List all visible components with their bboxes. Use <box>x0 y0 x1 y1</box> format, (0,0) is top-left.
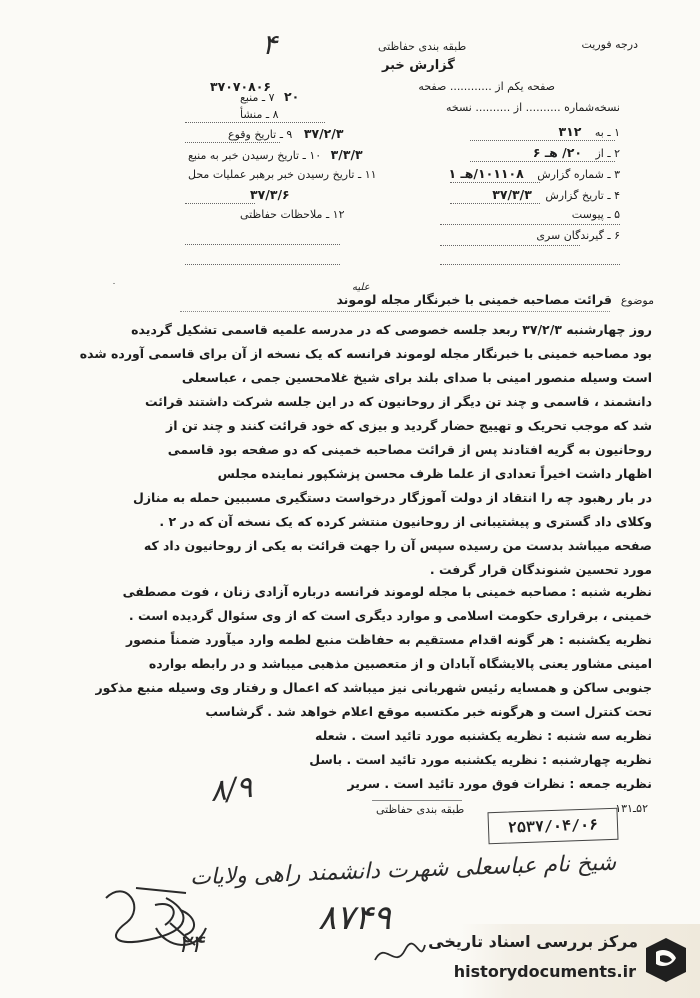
opinion-line: نظریه چهارشنبه : نظریه یکشنبه مورد تائید است . باسل <box>309 752 652 767</box>
body-line: دانشمند ، قاسمی و چند تن دیگر از روحانیون که در این جلسه شرکت داشتند قرائت <box>145 394 652 409</box>
field-value: ۲۰ <box>284 89 300 104</box>
body-line: روز چهارشنبه ۳۷/۲/۳ ربعد جلسه خصوصی که در مدرسه علمیه قاسمی تشکیل گردیده <box>131 322 652 337</box>
field-label: ۶ ـ گیرندگان سری <box>536 229 620 242</box>
opinion-line: خمینی ، برقراری حکومت اسلامی و موارد دیگری است که از وی سئوال گردیده است . <box>128 608 652 623</box>
field-label: ۱۰ ـ تاریخ رسیدن خبر به منبع <box>188 149 322 162</box>
stamp-number: ۲۵۳۷/۰۴/۰۶ <box>507 815 599 837</box>
field-report-number <box>448 166 620 181</box>
body-line: است وسیله منصور امینی با صدای بلند برای شیخ غلامحسین جمی ، عباسعلی <box>181 370 652 385</box>
registration-stamp <box>487 808 618 845</box>
body-line: بود مصاحبه خمینی با خبرنگار مجله لوموند فرانسه که یک نسخه از آن برای قاسمی آورده شده <box>79 346 652 361</box>
form-code: ۵۲ـ۱۳۱ <box>615 802 648 815</box>
watermark-area <box>428 924 700 998</box>
opinion-line: نظریه جمعه : نظرات فوق مورد تائید است . سریر <box>347 776 652 791</box>
watermark-org-name: مرکز بررسی اسناد تاریخی <box>428 932 638 951</box>
field-value: ۱۰۱۱۰۸/هـ ۱ <box>448 166 524 181</box>
field-label: ۷ ـ منبع <box>240 91 275 104</box>
bottom-scribble <box>370 930 430 980</box>
field-label: ۹ ـ تاریخ وقوع <box>228 128 293 141</box>
field-recipients <box>536 229 620 242</box>
field-attachment <box>572 208 620 221</box>
handwritten-note: شیخ نام عباسعلی شهرت دانشمند راهی ولایات <box>189 850 617 891</box>
opinion-line: نظریه یکشنبه : هر گونه اقدام مستقیم به حفاظت منبع لطمه وارد میآورد ضمناً منصور <box>125 632 652 647</box>
field-value: ۳۷/۳/۶ <box>250 187 290 202</box>
field-news-to-source-date <box>188 147 363 162</box>
body-line: اظهار داشت اخیراً تعدادی از علما ظرف محسن پزشکپور نماینده مجلس <box>217 466 652 481</box>
opinion-line: تحت کنترل است و هرگونه خبر مکتسبه موقع اعلام خواهد شد . گرشاسب <box>205 704 652 719</box>
field-label: ۴ ـ تاریخ گزارش <box>545 189 620 202</box>
field-news-to-leader-value <box>250 187 290 202</box>
subject-text: قرائت مصاحبه خمینی با خبرنگار مجله لوموند <box>336 292 612 307</box>
archive-logo-icon <box>644 936 688 984</box>
field-value: ۳۷/۳/۳ <box>492 187 532 202</box>
opinion-line: نظریه سه شنبه : نظریه یکشنبه مورد تائید است . شعله <box>315 728 652 743</box>
handwritten-mark: ۸/۹ <box>208 769 255 810</box>
body-line: وکلای داد گستری و پیشتیبانی از روحانیون منتشر کرده که یک نسخه آن که در ۲ . <box>159 514 652 529</box>
page-count-label: صفحه یکم از ............ صفحه <box>418 80 555 93</box>
handwritten-page-number: ۴ <box>262 28 278 61</box>
handwritten-subject-note: علیه <box>352 282 370 293</box>
field-from <box>533 145 620 160</box>
body-line: صفحه میباشد بدست من رسیده سپس آن را جهت قرائت به یکی از روحانیون داد که <box>143 538 652 553</box>
field-value: ۲۰/ هـ ۶ <box>532 145 582 160</box>
priority-label: درجه فوریت <box>581 38 638 51</box>
copy-number-label: نسخه‌شماره .......... از .......... نسخه <box>445 101 620 114</box>
field-origin <box>240 108 279 121</box>
body-line: مورد تحسین شنوندگان قرار گرفت . <box>429 562 652 577</box>
field-label: ۳ ـ شماره گزارش <box>537 168 620 181</box>
field-occurrence-date <box>228 126 344 141</box>
body-line: روحانیون به گریه افتادند پس از قرائت مصاحبه خمینی که دو صفحه بود قاسمی <box>167 442 652 457</box>
report-title: گزارش خبر <box>382 58 455 73</box>
field-label: ۱ ـ به <box>594 126 620 139</box>
field-report-date <box>492 187 620 202</box>
handwritten-small-number: ۲۴ <box>178 930 204 958</box>
watermark-url: historydocuments.ir <box>453 962 636 981</box>
field-label: ۵ ـ پیوست <box>571 208 620 221</box>
field-source <box>240 89 299 104</box>
initials-scribble <box>150 895 210 955</box>
classification-top: طبقه بندی حفاظتی <box>378 40 467 53</box>
field-label: ۸ ـ منشأ <box>240 108 279 121</box>
field-label: ۱۲ ـ ملاحظات حفاظتی <box>240 208 345 221</box>
subject-label: موضوع <box>620 294 654 307</box>
field-label: ۲ ـ از <box>595 147 620 160</box>
field-value: ۳۱۲ <box>558 124 582 139</box>
field-news-to-leader-date <box>188 168 377 181</box>
body-line: شد که موجب تحریک و تهییج حضار گردید و بیزی که خود قرائت کنند و چند تن از <box>166 418 652 433</box>
field-value: ۳۷/۲/۳ <box>303 126 344 141</box>
opinion-line: نظریه شنبه : مصاحبه خمینی با مجله لوموند فرانسه درباره آزادی زنان ، فوت مصطفی <box>122 584 652 599</box>
opinion-line: جنوبی ساکن و همسایه رئیس شهربانی نیز میباشد که اعمال و رفتار وی وسیله منبع مذکور <box>95 680 652 695</box>
field-to <box>559 124 621 139</box>
field-label: ۱۱ ـ تاریخ رسیدن خبر برهبر عملیات محل <box>188 168 377 181</box>
body-line: در بار رهبود چه را انتقاد از دولت آموزگار درخواست دستگیری مسببین حمله به منازل <box>132 490 652 505</box>
top-typed-number: ۳۷۰۷۰۸۰۶ <box>210 79 272 94</box>
handwritten-number: ۸۷۴۹ <box>318 898 392 938</box>
classification-bottom: طبقه بندی حفاظتی <box>376 803 465 816</box>
field-security-notes <box>240 208 345 221</box>
opinion-line: امینی مشاور یعنی پالایشگاه آبادان و از متعصبین مذهبی میباشد و در رابطه بوارده <box>148 656 652 671</box>
field-value: ۳/۳/۳ <box>330 147 363 162</box>
